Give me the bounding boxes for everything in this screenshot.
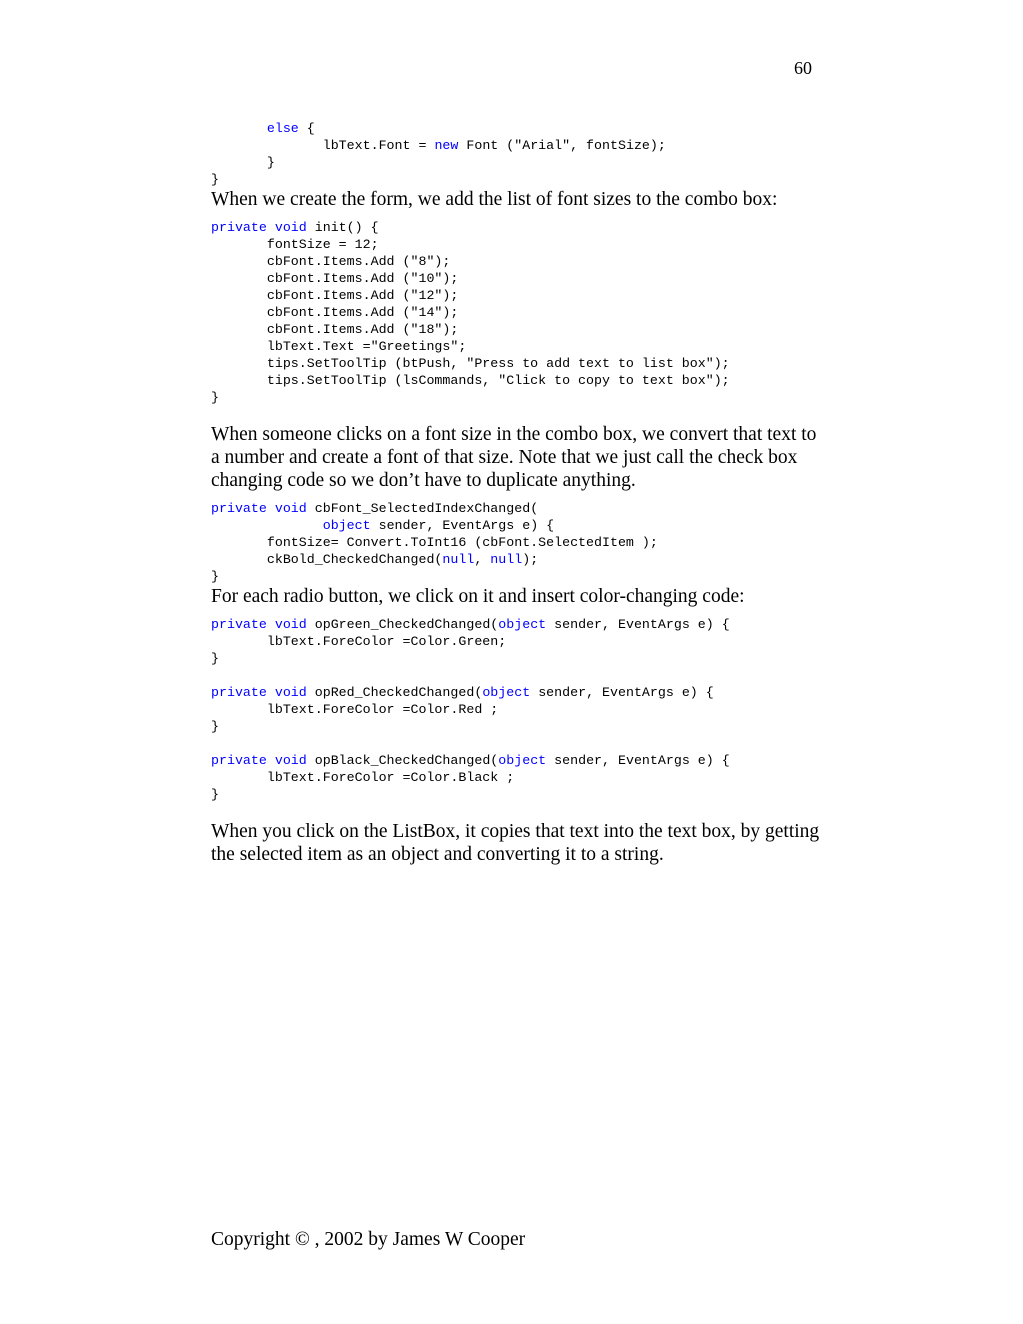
code-text: opRed_CheckedChanged( [306,685,483,700]
code-text: cbFont.Items.Add ("18"); [211,322,459,337]
code-line [211,355,821,372]
code-line [211,253,821,270]
code-text: opBlack_CheckedChanged( [306,753,499,768]
code-keyword: private [211,685,267,700]
code-text: cbFont_SelectedIndexChanged( [306,501,539,516]
code-keyword: null [442,552,475,567]
code-line [211,752,821,769]
code-text: sender, EventArgs e) { [530,685,714,700]
code-text: init() { [306,220,379,235]
code-line [211,137,821,154]
code-text [267,617,275,632]
code-text: lbText.ForeColor =Color.Green; [211,634,507,649]
code-text: lbText.Font = [211,138,435,153]
code-line [211,500,821,517]
code-keyword: object [498,753,547,768]
code-line [211,650,821,667]
body-paragraph: When we create the form, we add the list of font sizes to the combo box: [211,189,778,210]
body-paragraph: For each radio button, we click on it and insert color-changing code: [211,586,745,607]
code-line [211,769,821,786]
code-text: ); [522,552,539,567]
code-keyword: else [266,121,299,136]
page-number: 60 [794,58,812,78]
code-keyword: new [434,138,459,153]
code-text: sender, EventArgs e) { [370,518,555,533]
code-text: cbFont.Items.Add ("10"); [211,271,459,286]
code-line [211,304,821,321]
code-line [211,735,821,752]
code-block [211,219,821,406]
code-text: } [211,651,219,666]
code-keyword: void [274,685,307,700]
code-text [267,685,275,700]
code-keyword: null [490,552,523,567]
code-text [267,220,275,235]
code-keyword: object [498,617,547,632]
code-line [211,171,821,188]
code-line [211,786,821,803]
code-keyword: private [211,753,267,768]
code-line [211,633,821,650]
code-text: cbFont.Items.Add ("14"); [211,305,459,320]
copyright-footer: Copyright © , 2002 by James W Cooper [211,1229,526,1250]
code-line [211,236,821,253]
code-text: { [298,121,315,136]
code-line [211,338,821,355]
code-text: fontSize = 12; [211,237,379,252]
code-line [211,321,821,338]
code-text [211,121,267,136]
code-text: sender, EventArgs e) { [546,753,730,768]
code-line [211,372,821,389]
code-text: } [211,569,219,584]
code-line [211,551,821,568]
code-text: , [474,552,491,567]
body-paragraph: When you click on the ListBox, it copies that text into the text box, by getting the selected item as an object and converting it to a string. [211,821,820,865]
code-line [211,568,821,585]
code-keyword: void [274,753,307,768]
code-text [267,501,275,516]
code-keyword: void [274,501,307,516]
code-text: fontSize= Convert.ToInt16 (cbFont.SelectedItem ); [211,535,658,550]
code-text: } [211,787,219,802]
code-text: } [211,172,219,187]
code-text: ckBold_CheckedChanged( [211,552,443,567]
page-content [211,120,821,874]
code-text: } [211,155,275,170]
code-text: opGreen_CheckedChanged( [306,617,499,632]
code-text: } [211,719,219,734]
code-keyword: private [211,617,267,632]
code-line [211,389,821,406]
code-block [211,616,821,803]
code-text: lbText.Text ="Greetings"; [211,339,467,354]
code-line [211,534,821,551]
code-text: } [211,390,219,405]
code-line [211,219,821,236]
code-text: cbFont.Items.Add ("12"); [211,288,459,303]
code-text: Font ("Arial", fontSize); [458,138,666,153]
code-keyword: private [211,220,267,235]
code-block [211,120,821,188]
code-line [211,517,821,534]
body-paragraph: When someone clicks on a font size in the combo box, we convert that text to a number and create a font of that size. Note that we just call the check box changing code so we don’t have to duplicate anything. [211,424,817,491]
code-keyword: object [482,685,531,700]
code-keyword: object [322,518,371,533]
code-line [211,287,821,304]
code-line [211,701,821,718]
code-line [211,684,821,701]
code-text: lbText.ForeColor =Color.Red ; [211,702,499,717]
code-text [211,518,323,533]
code-keyword: void [274,617,307,632]
code-text: tips.SetToolTip (btPush, "Press to add text to list box"); [211,356,730,371]
code-block [211,500,821,585]
code-text [267,753,275,768]
code-text: sender, EventArgs e) { [546,617,730,632]
code-line [211,667,821,684]
code-line [211,270,821,287]
code-keyword: private [211,501,267,516]
code-text: tips.SetToolTip (lsCommands, "Click to copy to text box"); [211,373,730,388]
code-line [211,120,821,137]
code-keyword: void [274,220,307,235]
spacer [211,406,821,423]
code-line [211,154,821,171]
spacer [211,803,821,820]
code-text: lbText.ForeColor =Color.Black ; [211,770,515,785]
code-text: cbFont.Items.Add ("8"); [211,254,451,269]
code-line [211,718,821,735]
code-line [211,616,821,633]
